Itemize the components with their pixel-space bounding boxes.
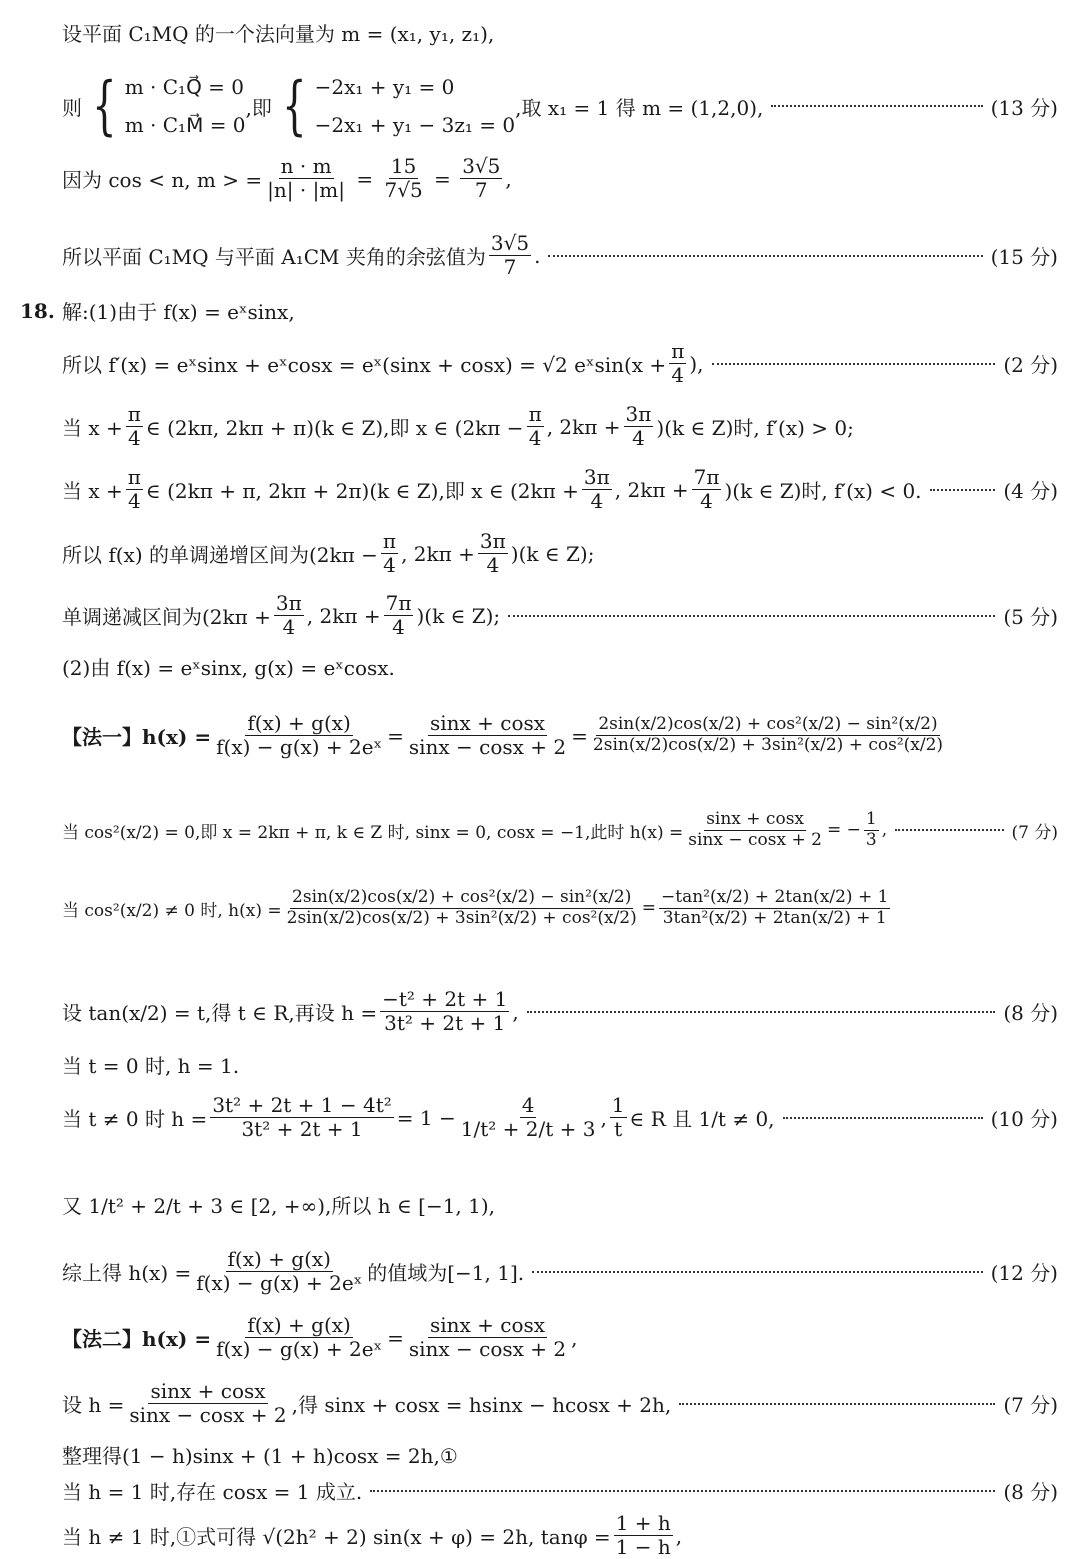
fraction: $\frac{3\pi}{4}$ [479,529,506,577]
score-label: (13 分) [990,95,1058,120]
dot-leader [508,615,995,617]
fraction: $\frac{3\pi}{4}$ [583,465,610,513]
score-label: (2 分) [1003,353,1058,377]
score-label: (7 分) [1011,822,1058,843]
fraction: $\frac{\sin x + \cos x}{\sin x - \cos x + 2}$ [408,711,567,759]
solution-line: 因为 cos < n, m > = $\frac{n \cdot m}{|n| \cdot |m|}$ = $\frac{15}{7√5}$ = $\frac{3√5}{7}$ , [62,154,512,202]
fraction: $\frac{\text{2sin(x/2)cos(x/2) + cos²(x/2) − sin²(x/2)}}{\text{2sin(x/2)cos(x/2) + 3sin²(x/2) + cos²(x/2)}}$ [592,714,944,755]
system-row: −2x₁ + y₁ − 3z₁ = 0 [314,113,516,137]
system-row: −2x₁ + y₁ = 0 [314,75,455,99]
left-brace: { [282,69,307,143]
equation-system [82,68,246,144]
line-text: 所以平面 C₁MQ 与平面 A₁CM 夹角的余弦值为 [62,245,486,269]
left-brace: { [92,69,117,143]
solution-line: 设 h = $\frac{\sin x + \cos x}{\sin x - \cos x + 2}$ ,得 sinx + cosx = hsinx − hcosx + 2h, (7 分) [62,1379,1058,1427]
system-row: m · C₁Q⃗ = 0 [124,75,245,99]
fraction: $\frac{1}{3}$ [865,809,877,850]
fraction: $\frac{\text{2sin(x/2)cos(x/2) + cos²(x/2) − sin²(x/2)}}{\text{2sin(x/2)cos(x/2) + 3sin²(x/2) + cos²(x/2)}}$ [286,887,637,928]
fraction: $\frac{\sin x + \cos x}{\sin x - \cos x + 2}$ [408,1313,567,1361]
fraction: $\frac{3√5}{7}$ [490,231,530,279]
line-text: ,取 x₁ = 1 得 m = (1,2,0), [515,95,764,120]
solution-line: 整理得(1 − h)sinx + (1 + h)cosx = 2h,① [62,1444,458,1468]
line-text: 则 [62,95,82,120]
dot-leader [548,255,982,257]
fraction: $\frac{\sin x + \cos x}{\sin x - \cos x + 2}$ [688,809,822,850]
score-label: (4 分) [1003,479,1058,503]
fraction: $\frac{3\pi}{4}$ [625,402,652,450]
solution-line: 当 cos²(x/2) ≠ 0 时, h(x) = $\frac{\text{2sin(x/2)cos(x/2) + cos²(x/2) − sin²(x/2)}}{\text{2sin(x/2)cos(x/2) + 3sin²(x/2) + cos²(x/2)}}$ = $\frac{\text{−tan²(x/2) + 2tan(x/2) + 1}}{\text{3tan²(x/2) + 2tan(x/2) + 1}}$ [62,887,889,928]
dot-leader [783,1117,983,1119]
fraction: $\frac{3√5}{7}$ [462,154,501,202]
line-text: 因为 cos < n, m > = [62,168,263,192]
solution-line: 单调递减区间为(2kπ + $\frac{3\pi}{4}$ , 2kπ + $\frac{7\pi}{4}$ )(k ∈ Z); (5 分) [62,591,1058,639]
solution-line: 设 tan(x/2) = t,得 t ∈ R,再设 h = $\frac{\text{−t² + 2t + 1}}{\text{3t² + 2t + 1}}$ , (8 分) [62,987,1058,1035]
solution-line [20,296,1058,325]
solution-line [62,18,1058,47]
dot-leader [712,363,996,365]
fraction: $\frac{\pi}{4}$ [127,465,141,513]
dot-leader [527,1011,996,1013]
system-row: m · C₁M⃗ = 0 [124,113,246,137]
fraction: $\frac{\text{3t² + 2t + 1 − 4t²}}{\text{3t² + 2t + 1}}$ [212,1093,392,1141]
fraction: $\frac{1}{t}$ [611,1093,625,1141]
solution-line: 又 1/t² + 2/t + 3 ∈ [2, +∞),所以 h ∈ [−1, 1), [62,1194,496,1218]
line-text: ,即 [245,95,272,120]
solution-line: 综上得 h(x) = $\frac{f(x) + g(x)}{\text{f(x) − g(x) + 2eˣ}}$ 的值域为[−1, 1]. (12 分) [62,1247,1058,1295]
solution-line: 【法二】h(x) = $\frac{f(x) + g(x)}{\text{f(x) − g(x) + 2eˣ}}$ = $\frac{\sin x + \cos x}{\sin x - \cos x + 2}$ , [62,1313,578,1361]
solution-line: 当 x + $\frac{\pi}{4}$ ∈ (2kπ + π, 2kπ + 2π)(k ∈ Z),即 x ∈ (2kπ + $\frac{3\pi}{4}$ , 2kπ + $\frac{7\pi}{4}$ )(k ∈ Z)时, f′(x) < 0. (4 分) [62,465,1058,513]
solution-line: 当 cos²(x/2) = 0,即 x = 2kπ + π, k ∈ Z 时, sinx = 0, cosx = −1,此时 h(x) = $\frac{\sin x + \cos x}{\sin x - \cos x + 2}$ = − $\frac{1}{3}$ , (7 分) [62,809,1058,850]
fraction: $\frac{\pi}{4}$ [671,339,685,387]
fraction: $\frac{\text{−tan²(x/2) + 2tan(x/2) + 1}}{\text{3tan²(x/2) + 2tan(x/2) + 1}}$ [661,887,889,928]
line-text: 解:(1)由于 f(x) = eˣsinx, [62,300,295,324]
fraction: $\frac{15}{7√5}$ [384,154,423,202]
fraction: $\frac{\pi}{4}$ [127,402,141,450]
equation-system [272,68,515,144]
score-label: (12 分) [990,1261,1058,1285]
dot-leader [895,829,1003,831]
dot-leader [370,1490,995,1492]
fraction: $\frac{1 + h}{1 - h}$ [615,1511,671,1559]
question-number: 18. [20,298,55,323]
fraction: $\frac{7\pi}{4}$ [693,465,720,513]
solution-line: 当 h ≠ 1 时,①式可得 √(2h² + 2) sin(x + φ) = 2h, tanφ = $\frac{1 + h}{1 - h}$ , [62,1511,683,1559]
solution-line: 【法一】h(x) = $\frac{f(x) + g(x)}{\text{f(x) − g(x) + 2eˣ}}$ = $\frac{\sin x + \cos x}{\sin x - \cos x + 2}$ = $\frac{\text{2sin(x/2)cos(x/2) + cos²(x/2) − sin²(x/2)}}{\text{2sin(x/2)cos(x/2) + 3sin²(x/2) + cos²(x/2)}}$ [62,711,944,759]
score-label: (5 分) [1003,605,1058,629]
score-label: (15 分) [990,245,1058,269]
fraction: $\frac{\sin x + \cos x}{\sin x - \cos x + 2}$ [129,1379,287,1427]
fraction: $\frac{3\pi}{4}$ [275,591,302,639]
solution-line: 所以 f(x) 的单调递增区间为(2kπ − $\frac{\pi}{4}$ , 2kπ + $\frac{3\pi}{4}$ )(k ∈ Z); [62,529,595,577]
dot-leader [532,1271,982,1273]
dot-leader [930,489,996,491]
fraction: $\frac{f(x) + g(x)}{\text{f(x) − g(x) + 2eˣ}}$ [216,711,383,759]
solution-line: 当 x + $\frac{\pi}{4}$ ∈ (2kπ, 2kπ + π)(k ∈ Z),即 x ∈ (2kπ − $\frac{\pi}{4}$ , 2kπ + $\frac{3\pi}{4}$ )(k ∈ Z)时, f′(x) > 0; [62,402,854,450]
fraction: $\frac{\pi}{4}$ [528,402,542,450]
solution-line: (2)由 f(x) = eˣsinx, g(x) = eˣcosx. [62,656,395,680]
fraction: $\frac{7\pi}{4}$ [385,591,412,639]
fraction: $\frac{f(x) + g(x)}{\text{f(x) − g(x) + 2eˣ}}$ [216,1313,383,1361]
solution-line: 当 t = 0 时, h = 1. [62,1054,240,1078]
dot-leader [771,105,982,107]
solution-line: 所以 f′(x) = eˣsinx + eˣcosx = eˣ(sinx + cosx) = √2 eˣsin(x + $\frac{\pi}{4}$ ), (2 分) [62,339,1058,387]
solution-line: 当 h = 1 时,存在 cosx = 1 成立. (8 分) [62,1476,1058,1505]
score-label: (10 分) [990,1107,1058,1131]
fraction: $\frac{f(x) + g(x)}{\text{f(x) − g(x) + 2eˣ}}$ [196,1247,363,1295]
dot-leader [679,1403,995,1405]
line-text: 设平面 C₁MQ 的一个法向量为 m = (x₁, y₁, z₁), [62,22,495,46]
score-label: (8 分) [1003,1001,1058,1025]
solution-line [62,68,1058,144]
fraction: $\frac{n \cdot m}{|n| \cdot |m|}$ [267,154,346,202]
solution-line: 所以平面 C₁MQ 与平面 A₁CM 夹角的余弦值为 $\frac{3√5}{7}$ . (15 分) [62,231,1058,279]
fraction: $\frac{\pi}{4}$ [382,529,397,577]
fraction: $\frac{\text{−t² + 2t + 1}}{\text{3t² + 2t + 1}}$ [382,987,508,1035]
score-label: (7 分) [1003,1393,1058,1417]
solution-line: 当 t ≠ 0 时 h = $\frac{\text{3t² + 2t + 1 − 4t²}}{\text{3t² + 2t + 1}}$ = 1 − $\frac{4}{\text{1/t² + 2/t + 3}}$ , $\frac{1}{t}$ ∈ R 且 1/t ≠ 0, (10 分) [62,1093,1058,1141]
fraction: $\frac{4}{\text{1/t² + 2/t + 3}}$ [460,1093,596,1141]
score-label: (8 分) [1003,1480,1058,1504]
